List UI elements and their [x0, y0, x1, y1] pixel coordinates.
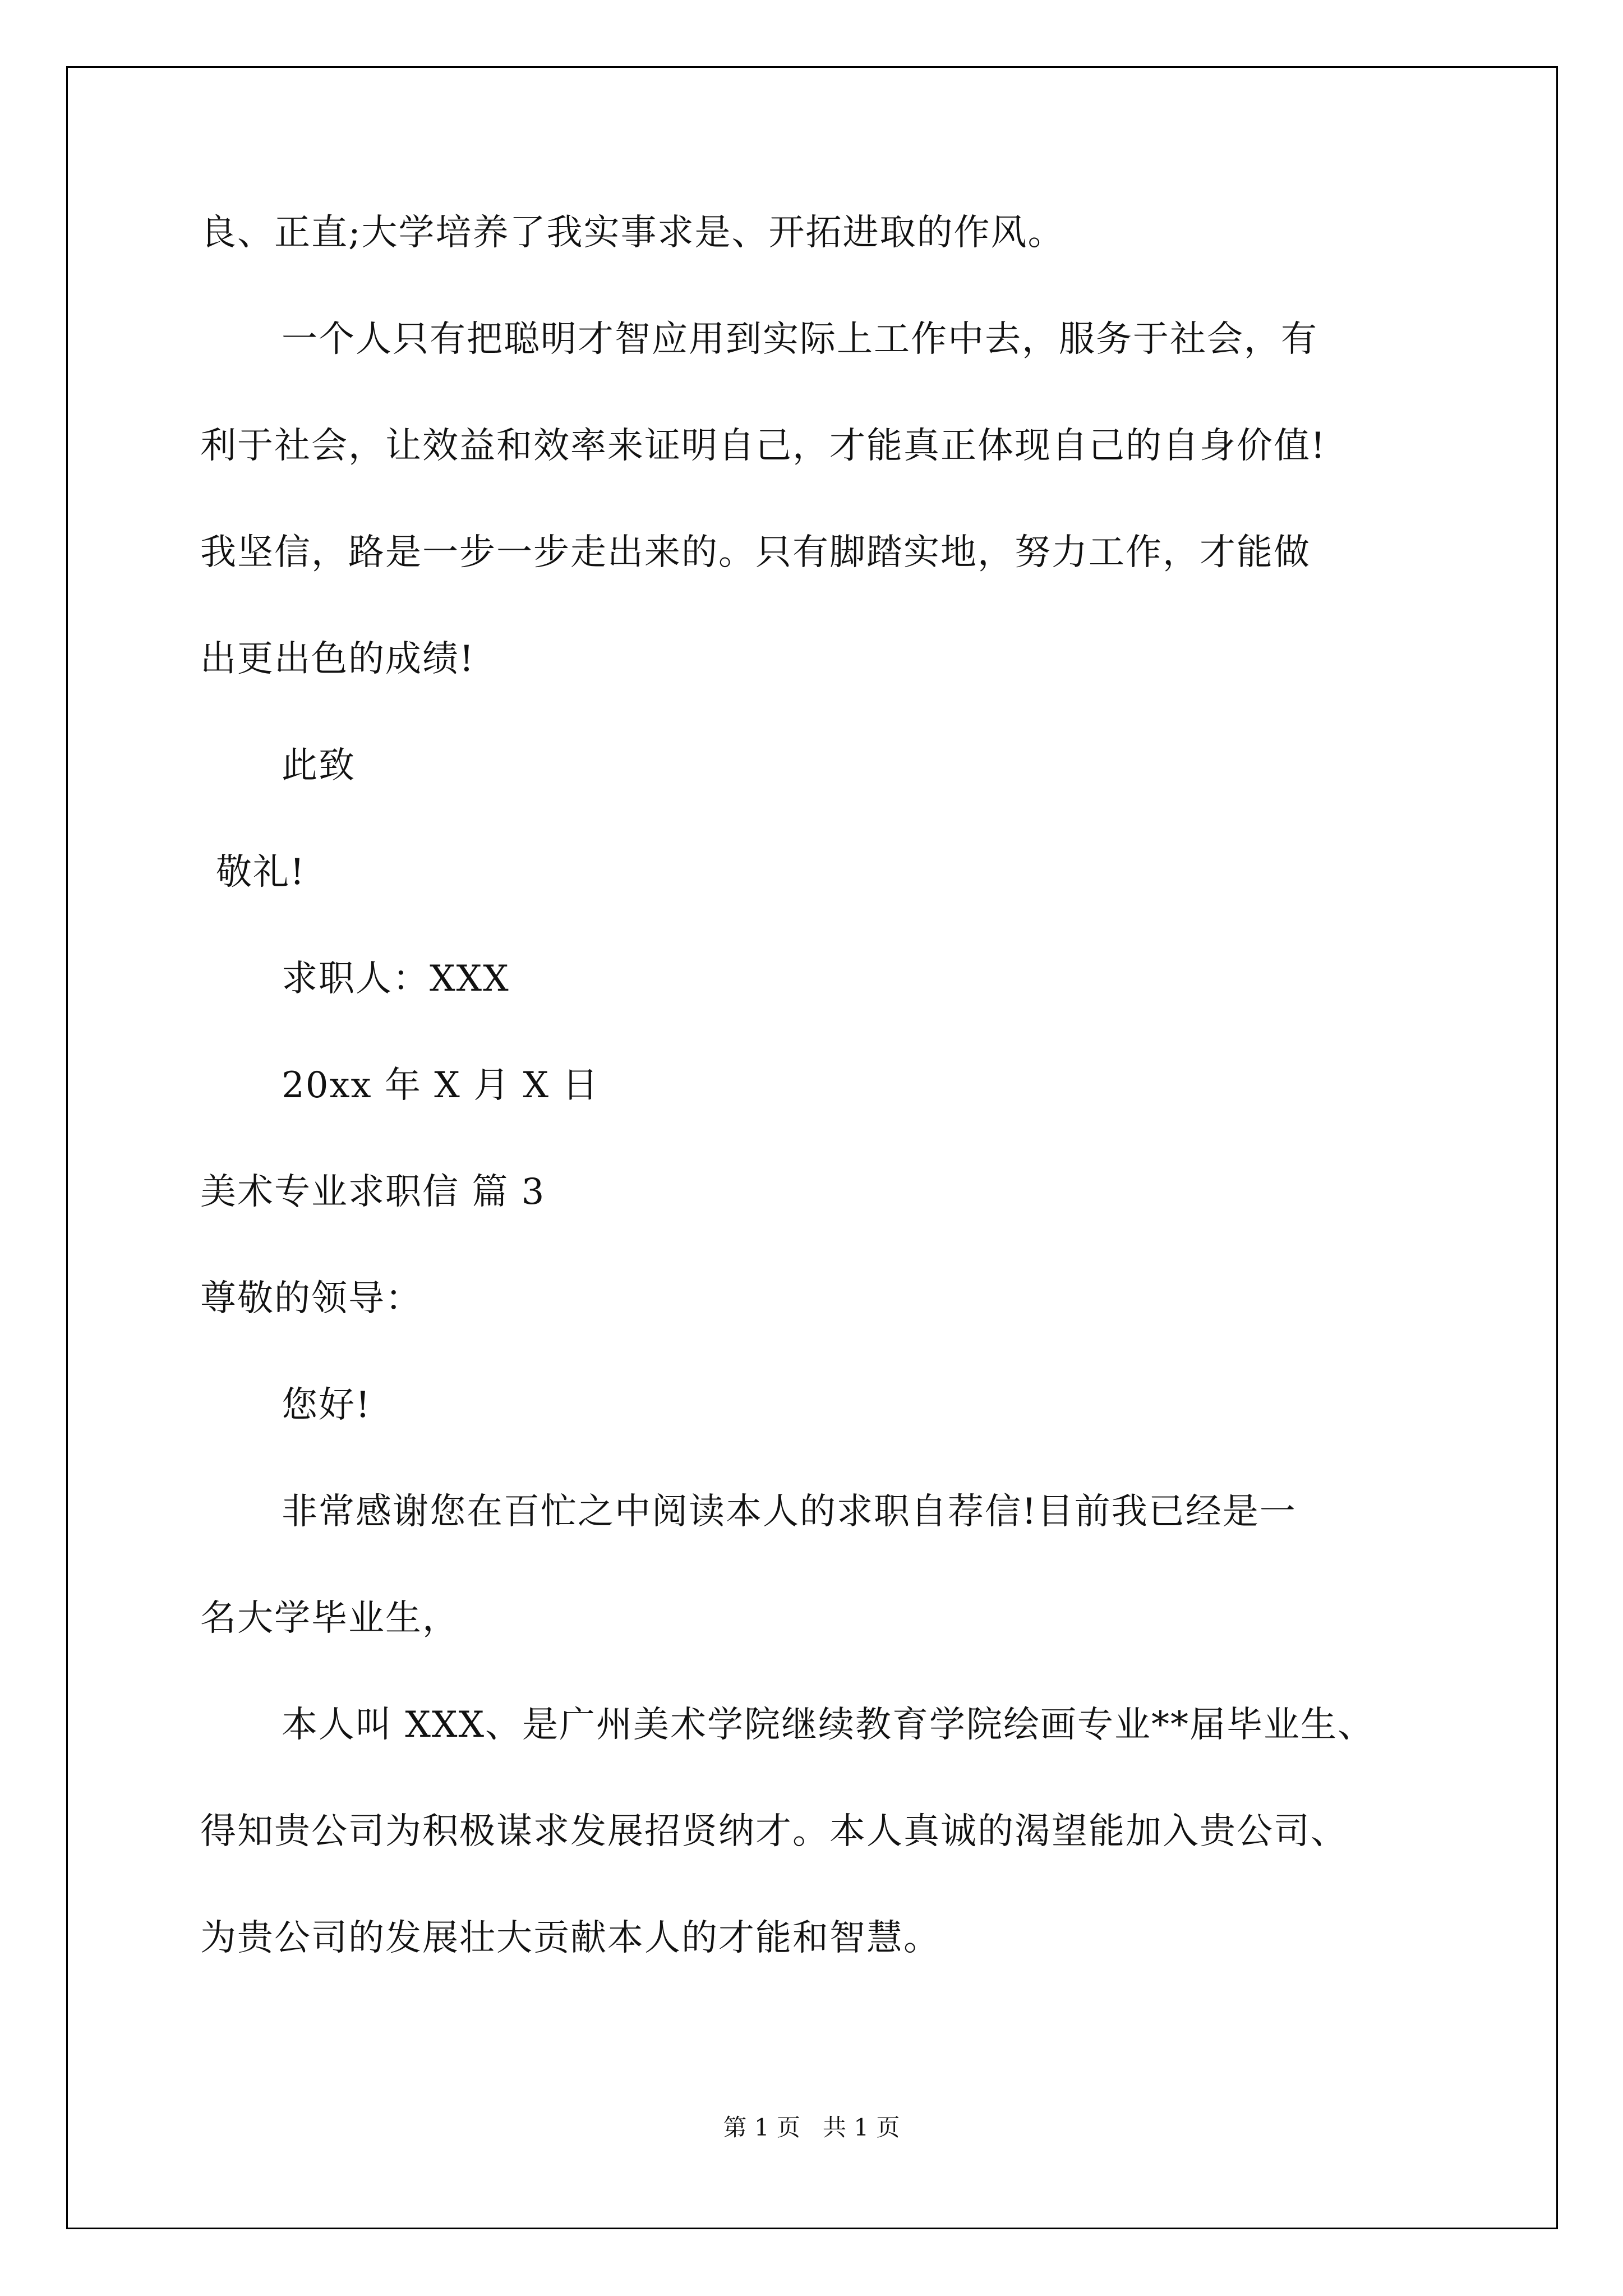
body-line: 利于社会，让效益和效率来证明自己，才能真正体现自己的自身价值!	[200, 425, 1326, 467]
page-number-footer: 第 1 页 共 1 页	[723, 2114, 900, 2141]
closing-phrase: 此致	[282, 745, 356, 786]
page-border	[66, 66, 1558, 2229]
body-line: 为贵公司的发展壮大贡献本人的才能和智慧。	[200, 1917, 940, 1959]
applicant-signature: 求职人：XXX	[282, 958, 510, 1000]
salutation: 敬礼!	[216, 852, 306, 893]
body-line: 名大学毕业生，	[200, 1598, 459, 1639]
letter-greeting: 尊敬的领导：	[200, 1278, 422, 1319]
body-line: 出更出色的成绩!	[200, 638, 475, 680]
body-line: 我坚信，路是一步一步走出来的。只有脚踏实地，努力工作，才能做	[200, 532, 1311, 573]
body-line: 得知贵公司为积极谋求发展招贤纳才。本人真诚的渴望能加入贵公司、	[200, 1811, 1348, 1852]
body-line: 良、正直;大学培养了我实事求是、开拓进取的作风。	[200, 212, 1065, 254]
body-line: 一个人只有把聪明才智应用到实际上工作中去，服务于社会，有	[282, 319, 1318, 360]
body-line: 本人叫 XXX、是广州美术学院继续教育学院绘画专业**届毕业生、	[282, 1704, 1375, 1746]
letter-date: 20xx 年 X 月 X 日	[282, 1065, 600, 1106]
body-line: 您好!	[282, 1384, 371, 1426]
body-line: 非常感谢您在百忙之中阅读本人的求职自荐信!目前我已经是一	[282, 1491, 1297, 1533]
section-heading: 美术专业求职信 篇 3	[200, 1171, 546, 1213]
